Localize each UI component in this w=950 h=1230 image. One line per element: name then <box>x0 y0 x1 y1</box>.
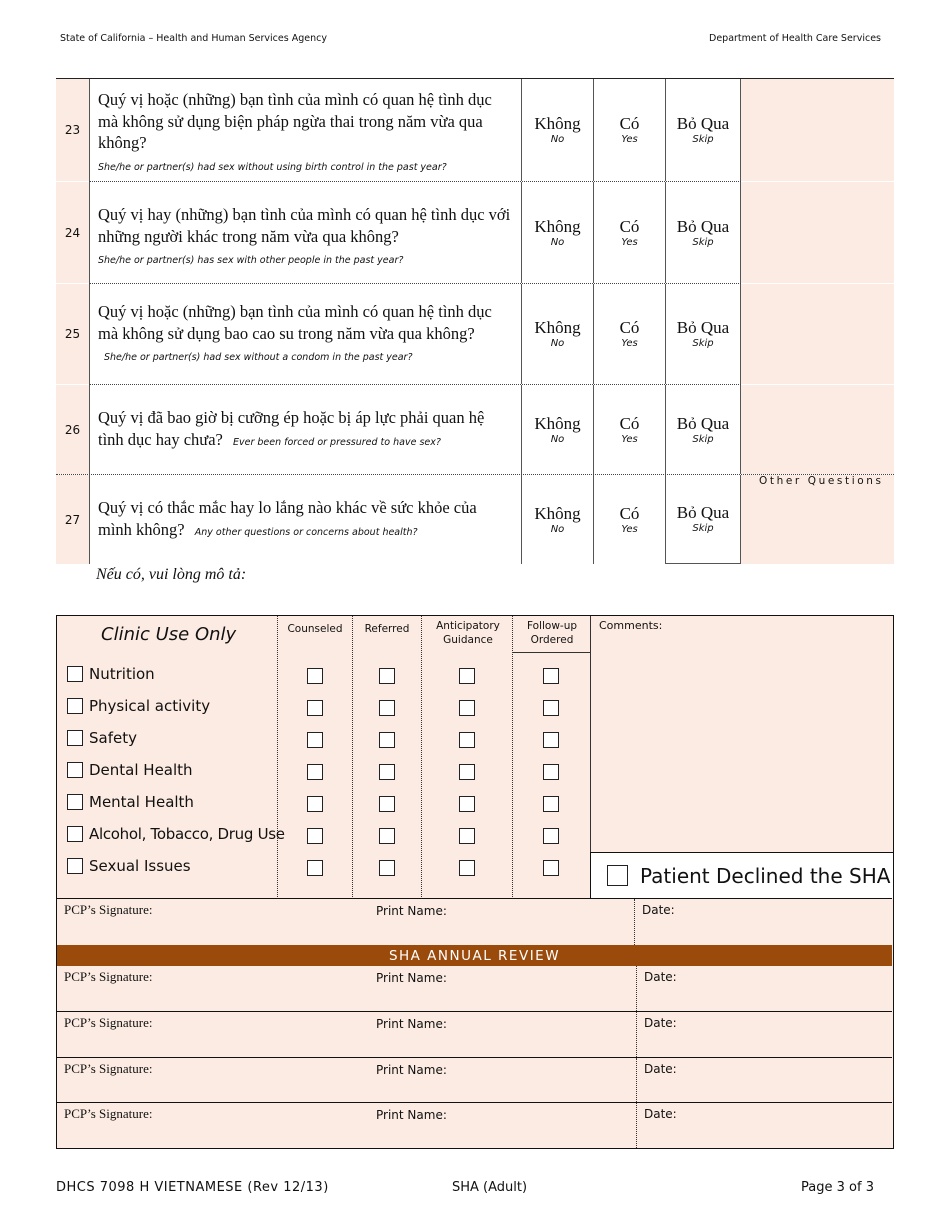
answer-no[interactable] <box>521 284 593 384</box>
question-en: Ever been forced or pressured to have sex? <box>232 436 441 448</box>
answer-yes[interactable] <box>593 385 665 474</box>
pcp-signature-label: PCP’s Signature: <box>64 1015 153 1030</box>
answer-skip[interactable] <box>665 475 741 564</box>
answer-no[interactable] <box>521 182 593 283</box>
clinic-use-title: Clinic Use Only <box>101 624 237 645</box>
question-en: She/he or partner(s) had sex without a condom in the past year? <box>104 352 413 363</box>
declined-label: Patient Declined the SHA <box>640 863 891 888</box>
answer-yes-en: Yes <box>621 338 638 349</box>
print-name-label: Print Name: <box>376 904 447 918</box>
date-divider <box>636 1103 637 1148</box>
referred-checkbox[interactable] <box>379 828 395 844</box>
other-questions-label: Other Questions <box>759 475 884 487</box>
question-en: She/he or partner(s) has sex with other people in the past year? <box>98 255 404 266</box>
side-panel <box>741 182 894 283</box>
follow-up-checkbox[interactable] <box>543 668 559 684</box>
counseled-checkbox[interactable] <box>307 860 323 876</box>
follow-up-checkbox[interactable] <box>543 828 559 844</box>
clinic-row-sexual-issues[interactable] <box>67 857 191 875</box>
question-row-23 <box>56 79 894 181</box>
answer-yes-vi: Có <box>619 413 640 433</box>
col-follow-up-ordered: Follow-up Ordered <box>526 620 578 646</box>
guidance-checkbox[interactable] <box>459 732 475 748</box>
question-text <box>89 182 521 283</box>
answer-skip[interactable] <box>665 79 741 181</box>
answer-yes-vi: Có <box>619 114 640 133</box>
counseled-checkbox[interactable] <box>307 764 323 780</box>
answer-yes[interactable] <box>593 79 665 181</box>
answer-no-vi: Không <box>534 216 581 236</box>
answer-no-en: No <box>550 433 565 445</box>
answer-yes[interactable] <box>593 182 665 283</box>
answer-no-vi: Không <box>534 318 581 337</box>
answer-skip-en: Skip <box>692 433 714 445</box>
question-row-25 <box>56 284 894 384</box>
row-checkbox[interactable] <box>67 666 83 682</box>
answer-no-vi: Không <box>534 114 581 133</box>
answer-no-en: No <box>550 134 565 145</box>
answer-no-en: No <box>550 523 565 535</box>
answer-no-en: No <box>550 338 565 349</box>
col-anticipatory-guidance: Anticipatory Guidance <box>436 620 500 646</box>
row-checkbox[interactable] <box>67 730 83 746</box>
guidance-checkbox[interactable] <box>459 668 475 684</box>
print-name-label: Print Name: <box>376 971 447 985</box>
row-label: Safety <box>89 729 137 747</box>
clinic-row-nutrition[interactable] <box>67 665 155 683</box>
row-label: Nutrition <box>89 665 155 683</box>
answer-skip-vi: Bỏ Qua <box>676 318 730 337</box>
answer-yes[interactable] <box>593 475 665 564</box>
answer-no-vi: Không <box>534 503 581 523</box>
date-divider <box>634 899 635 945</box>
answer-skip-en: Skip <box>692 134 714 145</box>
question-vi: Quý vị đã bao giờ bị cưỡng ép hoặc bị áp lực phải quan hệ tình dục hay chưa? <box>98 408 485 449</box>
column-divider <box>512 616 513 899</box>
guidance-checkbox[interactable] <box>459 700 475 716</box>
annual-signature-row[interactable] <box>57 966 892 1011</box>
footer-page-number: Page 3 of 3 <box>801 1180 874 1195</box>
question-text <box>89 79 521 181</box>
print-name-label: Print Name: <box>376 1063 447 1077</box>
col-counseled: Counseled <box>287 623 343 635</box>
answer-no-en: No <box>550 236 565 248</box>
date-label: Date: <box>642 903 675 917</box>
clinic-row-alcohol-tobacco-drug-use[interactable] <box>67 825 285 843</box>
referred-checkbox[interactable] <box>379 796 395 812</box>
answer-skip-vi: Bỏ Qua <box>676 503 730 522</box>
counseled-checkbox[interactable] <box>307 732 323 748</box>
print-name-label: Print Name: <box>376 1017 447 1031</box>
row-checkbox[interactable] <box>67 826 83 842</box>
answer-skip-en: Skip <box>692 338 714 349</box>
follow-up-checkbox[interactable] <box>543 796 559 812</box>
answer-no[interactable] <box>521 79 593 181</box>
declined-checkbox[interactable] <box>607 865 628 886</box>
referred-checkbox[interactable] <box>379 860 395 876</box>
answer-skip-vi: Bỏ Qua <box>676 216 730 236</box>
counseled-checkbox[interactable] <box>307 828 323 844</box>
header-underline <box>513 652 590 653</box>
clinic-use-section <box>56 615 894 1149</box>
pcp-signature-label: PCP’s Signature: <box>64 1061 153 1076</box>
column-divider <box>421 616 422 899</box>
question-en: Any other questions or concerns about health? <box>194 526 418 538</box>
patient-declined[interactable] <box>590 852 893 898</box>
question-number: 25 <box>56 284 89 384</box>
row-checkbox[interactable] <box>67 698 83 714</box>
answer-skip[interactable] <box>665 385 741 474</box>
question-text <box>89 475 521 564</box>
row-label: Dental Health <box>89 761 193 779</box>
counseled-checkbox[interactable] <box>307 796 323 812</box>
question-row-27 <box>56 475 894 564</box>
clinic-row-dental-health[interactable] <box>67 761 193 779</box>
question-number: 23 <box>56 79 89 181</box>
answer-no[interactable] <box>521 475 593 564</box>
date-label: Date: <box>644 1062 677 1076</box>
row-label: Alcohol, Tobacco, Drug Use <box>89 825 285 843</box>
signature-row[interactable] <box>57 898 892 945</box>
follow-up-checkbox[interactable] <box>543 732 559 748</box>
answer-skip-en: Skip <box>692 236 714 248</box>
annual-signature-row[interactable] <box>57 1057 892 1102</box>
side-panel <box>741 79 894 181</box>
row-label: Physical activity <box>89 697 211 715</box>
row-label: Mental Health <box>89 793 194 811</box>
row-checkbox[interactable] <box>67 858 83 874</box>
answer-skip-vi: Bỏ Qua <box>676 114 730 133</box>
question-text <box>89 385 521 474</box>
guidance-checkbox[interactable] <box>459 764 475 780</box>
date-label: Date: <box>644 970 677 984</box>
date-label: Date: <box>644 1107 677 1121</box>
comments-label: Comments: <box>599 619 663 632</box>
row-label: Sexual Issues <box>89 857 191 875</box>
referred-checkbox[interactable] <box>379 732 395 748</box>
date-label: Date: <box>644 1016 677 1030</box>
print-name-label: Print Name: <box>376 1108 447 1122</box>
follow-up-checkbox[interactable] <box>543 700 559 716</box>
answer-no[interactable] <box>521 385 593 474</box>
guidance-checkbox[interactable] <box>459 828 475 844</box>
describe-prompt: Nếu có, vui lòng mô tả: <box>96 566 247 583</box>
question-number: 26 <box>56 385 89 474</box>
answer-yes-vi: Có <box>619 318 640 337</box>
col-referred: Referred <box>364 623 410 635</box>
annual-signature-row[interactable] <box>57 1102 892 1148</box>
question-vi: Quý vị hay (những) bạn tình của mình có quan hệ tình dục với những người khác trong năm vừa qua không? <box>98 205 511 246</box>
referred-checkbox[interactable] <box>379 764 395 780</box>
answer-skip-vi: Bỏ Qua <box>676 413 730 433</box>
row-checkbox[interactable] <box>67 762 83 778</box>
pcp-signature-label: PCP’s Signature: <box>64 1106 153 1121</box>
comments-area[interactable] <box>590 616 893 852</box>
row-checkbox[interactable] <box>67 794 83 810</box>
answer-yes-en: Yes <box>621 433 638 445</box>
pcp-signature-label: PCP’s Signature: <box>64 902 153 917</box>
answer-skip-en: Skip <box>692 523 714 534</box>
question-row-24 <box>56 182 894 283</box>
question-vi: Quý vị hoặc (những) bạn tình của mình có quan hệ tình dục mà không sử dụng biện pháp ngừa thai trong năm vừa qua không? <box>98 90 492 152</box>
date-divider <box>636 966 637 1011</box>
answer-yes-en: Yes <box>621 236 638 248</box>
guidance-checkbox[interactable] <box>459 860 475 876</box>
clinic-row-physical-activity[interactable] <box>67 697 210 715</box>
counseled-checkbox[interactable] <box>307 668 323 684</box>
question-number: 24 <box>56 182 89 283</box>
question-text <box>89 284 521 384</box>
answer-yes-en: Yes <box>621 134 638 145</box>
side-panel <box>741 475 894 564</box>
header-agency: State of California – Health and Human Services Agency <box>60 33 327 44</box>
column-divider <box>277 616 278 899</box>
footer-form-number: DHCS 7098 H VIETNAMESE (Rev 12/13) <box>56 1180 329 1195</box>
column-divider <box>352 616 353 899</box>
answer-yes-vi: Có <box>619 503 640 523</box>
question-vi: Quý vị có thắc mắc hay lo lắng nào khác về sức khỏe của mình không? <box>98 498 477 539</box>
side-panel <box>741 284 894 384</box>
answer-no-vi: Không <box>534 413 581 433</box>
annual-review-banner: SHA ANNUAL REVIEW <box>57 945 892 966</box>
answer-yes-en: Yes <box>621 523 638 535</box>
follow-up-checkbox[interactable] <box>543 860 559 876</box>
question-en: She/he or partner(s) had sex without using birth control in the past year? <box>98 161 447 173</box>
annual-signature-row[interactable] <box>57 1011 892 1057</box>
referred-checkbox[interactable] <box>379 668 395 684</box>
answer-skip[interactable] <box>665 182 741 283</box>
footer-form-title: SHA (Adult) <box>452 1180 528 1195</box>
follow-up-checkbox[interactable] <box>543 764 559 780</box>
pcp-signature-label: PCP’s Signature: <box>64 969 153 984</box>
clinic-row-safety[interactable] <box>67 729 137 747</box>
date-divider <box>636 1058 637 1102</box>
side-panel <box>741 385 894 474</box>
guidance-checkbox[interactable] <box>459 796 475 812</box>
counseled-checkbox[interactable] <box>307 700 323 716</box>
answer-skip[interactable] <box>665 284 741 384</box>
question-vi: Quý vị hoặc (những) bạn tình của mình có quan hệ tình dục mà không sử dụng bao cao su trong năm vừa qua không? <box>98 302 492 343</box>
date-divider <box>636 1012 637 1057</box>
referred-checkbox[interactable] <box>379 700 395 716</box>
clinic-row-mental-health[interactable] <box>67 793 194 811</box>
question-row-26 <box>56 385 894 474</box>
answer-yes-vi: Có <box>619 216 640 236</box>
question-number: 27 <box>56 475 89 564</box>
answer-yes[interactable] <box>593 284 665 384</box>
header-department: Department of Health Care Services <box>709 33 881 44</box>
